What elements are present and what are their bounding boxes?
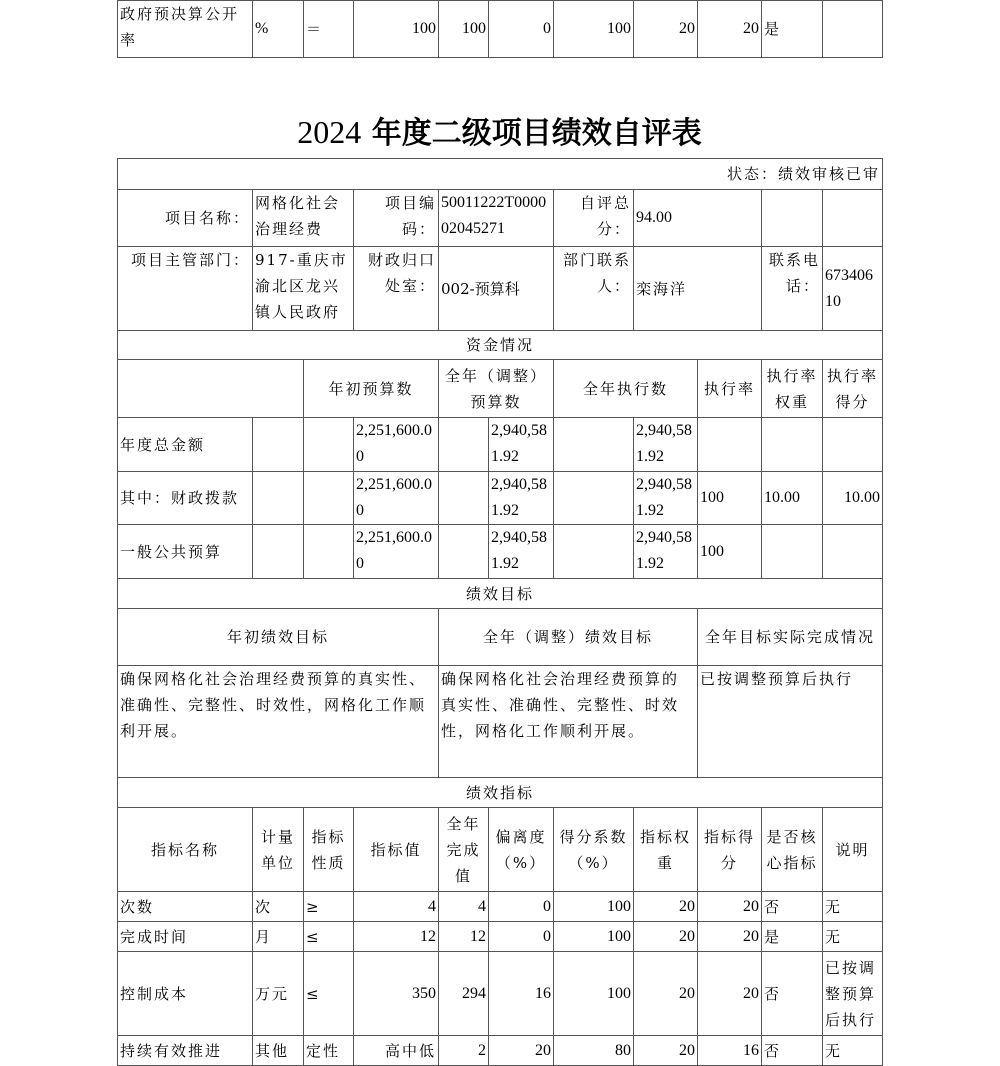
indicator-score: 20: [698, 952, 762, 1036]
project-dept-row: [118, 247, 883, 331]
project-name-label: 项目名称：: [118, 190, 253, 247]
indicator-target: 100: [354, 1, 439, 58]
office-label: 财政归口处室：: [354, 247, 439, 331]
project-code: 50011222T000002045271: [439, 190, 554, 247]
indicator-deviation: 20: [489, 1036, 554, 1066]
self-evaluation-table: [117, 158, 883, 1066]
indicator-target: 高中低: [354, 1036, 439, 1066]
indicator-nature: ＝: [304, 1, 354, 58]
project-code-label: 项目编码：: [354, 190, 439, 247]
indicator-weight: 20: [634, 1036, 698, 1066]
funds-header-adjusted: 全年（调整）预算数: [439, 360, 554, 418]
header-weight: 指标权重: [634, 808, 698, 892]
indicator-row: [118, 1036, 883, 1066]
contact-value: 栾海洋: [634, 247, 762, 331]
empty-cell: [304, 418, 354, 472]
funds-header-score: 执行率得分: [823, 360, 883, 418]
indicator-core: 否: [762, 952, 823, 1036]
indicator-deviation: 0: [489, 922, 554, 952]
indicator-coef: 100: [554, 922, 634, 952]
funds-section-row: [118, 331, 883, 360]
score-label: 自评总分：: [554, 190, 634, 247]
indicator-target: 350: [354, 952, 439, 1036]
funds-row-label: 年度总金额: [118, 418, 253, 472]
indicator-nature: ≤: [304, 952, 354, 1036]
funds-row-label: 一般公共预算: [118, 525, 253, 579]
indicator-note: 无: [823, 892, 883, 922]
indicator-deviation: 16: [489, 952, 554, 1036]
indicator-actual: 100: [439, 1, 489, 58]
indicator-weight: 20: [634, 1, 698, 58]
empty-cell: [554, 418, 634, 472]
indicator-name: 政府预决算公开率: [118, 1, 253, 58]
indicator-name: 控制成本: [118, 952, 253, 1036]
funds-score: 10.00: [823, 472, 883, 525]
previous-indicator-table: [117, 0, 883, 58]
indicator-coef: 100: [554, 892, 634, 922]
header-coef: 得分系数（%）: [554, 808, 634, 892]
funds-row-label: 其中：财政拨款: [118, 472, 253, 525]
funds-header-weight: 执行率权重: [762, 360, 823, 418]
status-badge: 状态：绩效审核已审: [118, 159, 883, 190]
empty-cell: [118, 360, 304, 418]
goal-actual: 已按调整预算后执行: [698, 666, 883, 778]
indicator-unit: 月: [253, 922, 304, 952]
goals-section-title: 绩效目标: [118, 579, 883, 609]
header-deviation: 偏离度（%）: [489, 808, 554, 892]
funds-weight: [762, 418, 823, 472]
header-actual: 全年完成值: [439, 808, 489, 892]
funds-weight: 10.00: [762, 472, 823, 525]
funds-initial: 2,251,600.00: [354, 525, 439, 579]
indicator-actual: 12: [439, 922, 489, 952]
indicators-section-title: 绩效指标: [118, 778, 883, 808]
empty-cell: [823, 190, 883, 247]
indicator-note: 无: [823, 922, 883, 952]
header-score: 指标得分: [698, 808, 762, 892]
funds-row: [118, 418, 883, 472]
indicator-deviation: 0: [489, 1, 554, 58]
header-nature: 指标性质: [304, 808, 354, 892]
header-unit: 计量单位: [253, 808, 304, 892]
funds-header-initial: 年初预算数: [304, 360, 439, 418]
indicator-name: 次数: [118, 892, 253, 922]
indicator-nature: 定性: [304, 1036, 354, 1066]
indicator-unit: 其他: [253, 1036, 304, 1066]
contact-label: 部门联系人：: [554, 247, 634, 331]
empty-cell: [762, 190, 823, 247]
funds-rate: 100: [698, 472, 762, 525]
goals-section-row: [118, 579, 883, 609]
indicator-weight: 20: [634, 892, 698, 922]
funds-row: [118, 472, 883, 525]
phone-label: 联系电话：: [762, 247, 823, 331]
goals-header-row: [118, 609, 883, 666]
empty-cell: [304, 525, 354, 579]
indicator-name: 完成时间: [118, 922, 253, 952]
indicator-unit: 次: [253, 892, 304, 922]
funds-header-rate: 执行率: [698, 360, 762, 418]
indicator-note: [823, 1, 883, 58]
empty-cell: [439, 472, 489, 525]
goals-row: [118, 666, 883, 778]
indicator-actual: 294: [439, 952, 489, 1036]
indicators-section-row: [118, 778, 883, 808]
empty-cell: [554, 525, 634, 579]
funds-executed: 2,940,581.92: [634, 472, 698, 525]
indicator-core: 是: [762, 1, 823, 58]
goal-adjusted: 确保网格化社会治理经费预算的真实性、准确性、完整性、时效性，网格化工作顺利开展。: [439, 666, 698, 778]
dept-label: 项目主管部门：: [118, 247, 253, 331]
indicator-row: [118, 922, 883, 952]
funds-rate: 100: [698, 525, 762, 579]
indicator-score: 20: [698, 1, 762, 58]
funds-adjusted: 2,940,581.92: [489, 418, 554, 472]
office-value: 002-预算科: [439, 247, 554, 331]
indicator-coef: 80: [554, 1036, 634, 1066]
indicator-deviation: 0: [489, 892, 554, 922]
funds-header-row: [118, 360, 883, 418]
project-info-row: [118, 190, 883, 247]
empty-cell: [253, 418, 304, 472]
header-core: 是否核心指标: [762, 808, 823, 892]
funds-adjusted: 2,940,581.92: [489, 525, 554, 579]
indicator-core: 是: [762, 922, 823, 952]
phone-value: 67340610: [823, 247, 883, 331]
indicator-row: [118, 892, 883, 922]
indicator-core: 否: [762, 1036, 823, 1066]
project-name: 网格化社会治理经费: [253, 190, 354, 247]
funds-executed: 2,940,581.92: [634, 525, 698, 579]
indicators-header-row: [118, 808, 883, 892]
header-target: 指标值: [354, 808, 439, 892]
funds-section-title: 资金情况: [118, 331, 883, 360]
indicator-actual: 2: [439, 1036, 489, 1066]
funds-score: [823, 525, 883, 579]
indicator-target: 4: [354, 892, 439, 922]
goal-initial: 确保网格化社会治理经费预算的真实性、准确性、完整性、时效性，网格化工作顺利开展。: [118, 666, 439, 778]
indicator-note: 已按调整预算后执行: [823, 952, 883, 1036]
empty-cell: [304, 472, 354, 525]
header-note: 说明: [823, 808, 883, 892]
table-row: [118, 1, 883, 58]
empty-cell: [253, 525, 304, 579]
funds-initial: 2,251,600.00: [354, 472, 439, 525]
indicator-coef: 100: [554, 1, 634, 58]
indicator-nature: ≥: [304, 892, 354, 922]
funds-header-executed: 全年执行数: [554, 360, 698, 418]
header-name: 指标名称: [118, 808, 253, 892]
indicator-weight: 20: [634, 952, 698, 1036]
goals-header-adjusted: 全年（调整）绩效目标: [439, 609, 698, 666]
goals-header-initial: 年初绩效目标: [118, 609, 439, 666]
indicator-unit: %: [253, 1, 304, 58]
indicator-score: 16: [698, 1036, 762, 1066]
funds-rate: [698, 418, 762, 472]
funds-weight: [762, 525, 823, 579]
indicator-note: 无: [823, 1036, 883, 1066]
title-year: 2024: [297, 114, 362, 150]
funds-row: [118, 525, 883, 579]
indicator-target: 12: [354, 922, 439, 952]
page-title: [117, 110, 882, 156]
indicator-actual: 4: [439, 892, 489, 922]
indicator-nature: ≤: [304, 922, 354, 952]
dept-value: 917-重庆市渝北区龙兴镇人民政府: [253, 247, 354, 331]
empty-cell: [253, 472, 304, 525]
funds-executed: 2,940,581.92: [634, 418, 698, 472]
indicator-score: 20: [698, 892, 762, 922]
title-text: 年度二级项目绩效自评表: [371, 116, 702, 151]
empty-cell: [439, 525, 489, 579]
funds-score: [823, 418, 883, 472]
indicator-unit: 万元: [253, 952, 304, 1036]
indicator-weight: 20: [634, 922, 698, 952]
indicator-name: 持续有效推进: [118, 1036, 253, 1066]
indicator-score: 20: [698, 922, 762, 952]
funds-initial: 2,251,600.00: [354, 418, 439, 472]
empty-cell: [554, 472, 634, 525]
indicator-coef: 100: [554, 952, 634, 1036]
indicator-core: 否: [762, 892, 823, 922]
indicator-row: [118, 952, 883, 1036]
funds-adjusted: 2,940,581.92: [489, 472, 554, 525]
empty-cell: [439, 418, 489, 472]
total-score: 94.00: [634, 190, 762, 247]
goals-header-actual: 全年目标实际完成情况: [698, 609, 883, 666]
status-row: [118, 159, 883, 190]
